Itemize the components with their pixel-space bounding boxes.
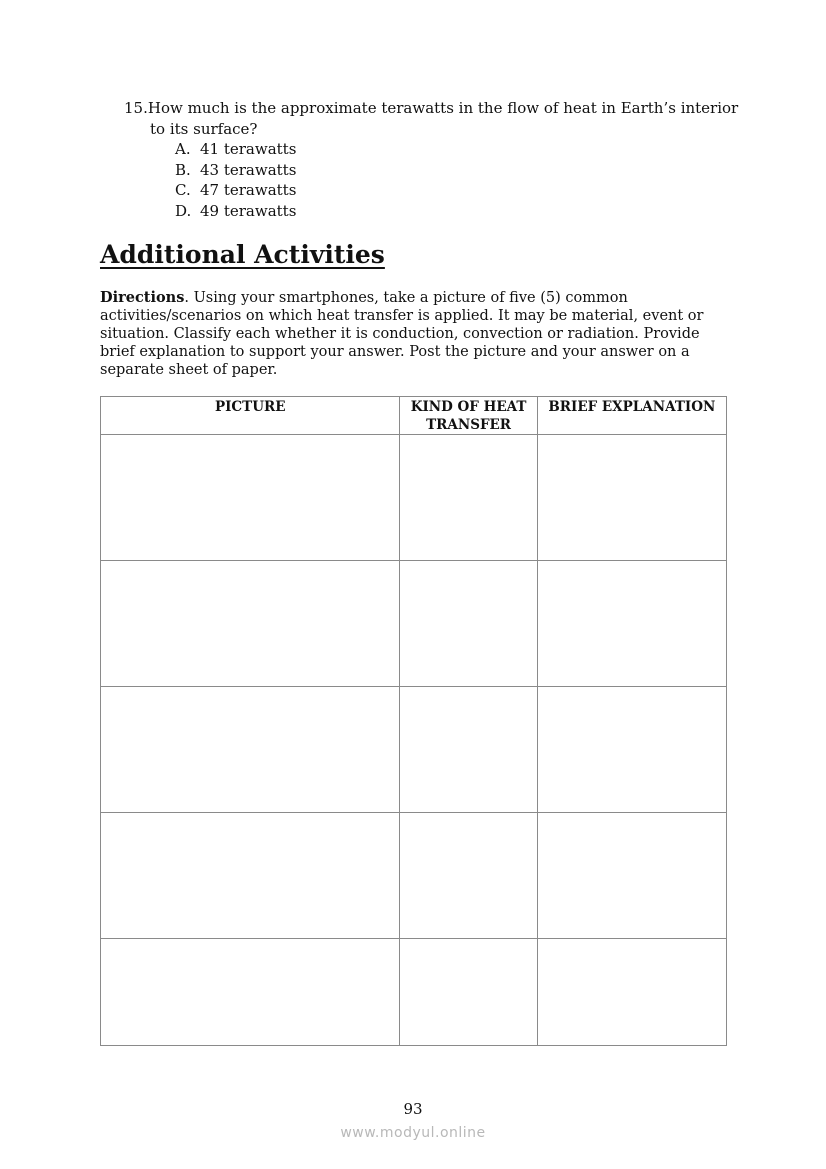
header-kind-of-heat-transfer [400,397,537,435]
choice-letter: D. [175,201,192,220]
question-stem-line1 [124,98,744,119]
watermark: www.modyul.online [340,1125,486,1141]
explanation-cell[interactable] [537,813,726,939]
activity-table [100,396,727,1046]
picture-cell[interactable] [101,561,400,687]
directions-line4: brief explanation to support your answer. Post the picture and your answer on a [100,344,690,360]
choice-letter: C. [175,181,191,199]
choice-c [175,180,744,201]
question-number: 15. [124,99,148,117]
choice-text: 49 terawatts [200,201,297,220]
choice-letter: B. [175,160,191,179]
question-text-line1: How much is the approximate terawatts in the flow of heat in Earth’s interior [147,99,739,117]
explanation-cell[interactable] [537,687,726,813]
header-picture: PICTURE [101,397,400,435]
explanation-cell[interactable] [537,939,726,1046]
header-kind-line1: KIND OF HEAT [410,399,527,415]
directions-line5: separate sheet of paper. [100,362,278,378]
question-stem-line2: to its surface? [150,119,258,138]
table-header-row [101,397,727,435]
directions-line1-text: . Using your smartphones, take a picture of five (5) common [184,290,628,306]
table-row [101,687,727,813]
question-15 [124,98,744,221]
kind-cell[interactable] [400,813,537,939]
explanation-cell[interactable] [537,561,726,687]
choice-text: 43 terawatts [200,160,297,179]
table-row [101,435,727,561]
choice-letter: A. [175,140,191,158]
choice-b [175,160,744,181]
picture-cell[interactable] [101,687,400,813]
header-brief-explanation: BRIEF EXPLANATION [537,397,726,435]
table-row [101,813,727,939]
choice-text: 41 terawatts [200,140,297,158]
explanation-cell[interactable] [537,435,726,561]
section-title: Additional Activities [100,240,385,269]
kind-cell[interactable] [400,435,537,561]
kind-cell[interactable] [400,561,537,687]
picture-cell[interactable] [101,939,400,1046]
kind-cell[interactable] [400,939,537,1046]
directions-line1 [100,289,730,307]
choice-text: 47 terawatts [200,181,297,199]
directions-label: Directions [100,289,185,306]
kind-cell[interactable] [400,687,537,813]
table-row [101,561,727,687]
picture-cell[interactable] [101,435,400,561]
answer-choices [124,139,744,221]
choice-a [175,139,744,160]
page-number: 93 [403,1100,423,1118]
directions-line2: activities/scenarios on which heat transfer is applied. It may be material, event or [100,308,704,324]
table-row [101,939,727,1046]
directions-paragraph [100,289,730,379]
header-kind-line2: TRANSFER [426,417,512,433]
directions-line3: situation. Classify each whether it is conduction, convection or radiation. Provide [100,326,700,342]
choice-d [175,201,744,222]
picture-cell[interactable] [101,813,400,939]
